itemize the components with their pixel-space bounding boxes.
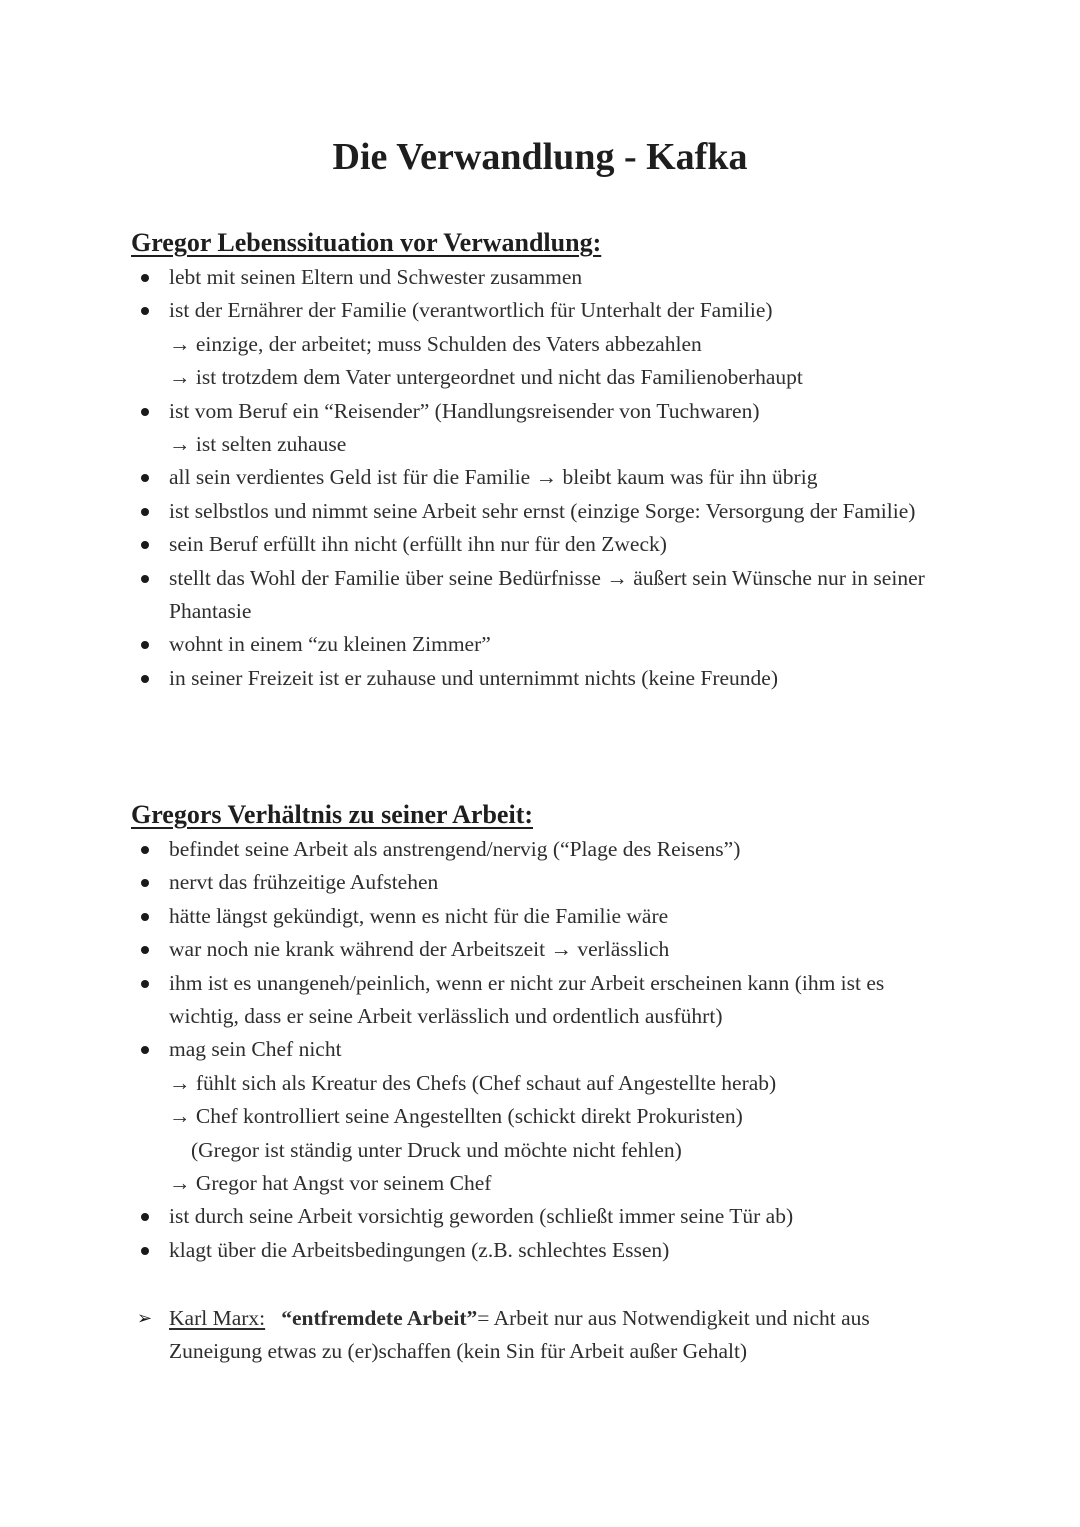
- list-item-text: ist selbstlos und nimmt seine Arbeit sehr ernst (einzige Sorge: Versorgung der Familie): [169, 498, 916, 523]
- list-item: [131, 662, 951, 695]
- list-item-text: in seiner Freizeit ist er zuhause und unternimmt nichts (keine Freunde): [169, 665, 778, 690]
- list-item-subline: → ist selten zuhause: [169, 432, 347, 457]
- list-item: [131, 1234, 951, 1267]
- bullet-list-arbeit: [131, 833, 951, 1267]
- page-title: Die Verwandlung - Kafka: [332, 136, 748, 178]
- section-arbeit: [131, 797, 951, 1267]
- list-item: [131, 461, 951, 494]
- list-item-text: lebt mit seinen Eltern und Schwester zusammen: [169, 265, 583, 289]
- list-item-text: ist durch seine Arbeit vorsichtig geworden (schließt immer seine Tür ab): [169, 1204, 794, 1229]
- list-item: [131, 562, 951, 629]
- list-item-subline: → einzige, der arbeitet; muss Schulden des Vaters abbezahlen: [169, 331, 702, 356]
- list-item: [131, 495, 951, 528]
- list-item: [131, 933, 951, 966]
- list-item-text: hätte längst gekündigt, wenn es nicht für die Familie wäre: [169, 903, 669, 928]
- list-item-text: mag sein Chef nicht: [169, 1037, 342, 1062]
- list-item-text: sein Beruf erfüllt ihn nicht (erfüllt ihn nur für den Zweck): [169, 532, 667, 557]
- list-item: [131, 294, 951, 394]
- marx-term: “entfremdete Arbeit”: [281, 1306, 478, 1330]
- list-item: [131, 395, 951, 462]
- list-item: [131, 900, 951, 933]
- list-item-text: ist vom Beruf ein “Reisender” (Handlungsreisender von Tuchwaren): [169, 398, 760, 423]
- list-item-subline: → fühlt sich als Kreatur des Chefs (Chef schaut auf Angestellte herab): [169, 1070, 777, 1095]
- list-item-text: war noch nie krank während der Arbeitszeit → verlässlich: [169, 937, 670, 962]
- list-item-text: ist der Ernährer der Familie (verantwortlich für Unterhalt der Familie): [169, 298, 773, 323]
- list-item: [131, 528, 951, 561]
- list-item-text: all sein verdientes Geld ist für die Familie → bleibt kaum was für ihn übrig: [169, 465, 818, 490]
- arrow-bullet-icon: ➢: [137, 1308, 153, 1329]
- marx-definition: = Arbeit nur aus Notwendigkeit und nicht aus Zuneigung etwas zu (er)schaffen (kein Sin für Arbeit außer Gehalt): [169, 1306, 870, 1364]
- list-item-text: befindet seine Arbeit als anstrengend/nervig (“Plage des Reisens”): [169, 837, 741, 861]
- list-item-text: ihm ist es unangeneh/peinlich, wenn er nicht zur Arbeit erscheinen kann (ihm ist es wichtig, dass er seine Arbeit verlässlich und ordentlich ausführt): [169, 970, 885, 1029]
- list-item-text: stellt das Wohl der Familie über seine Bedürfnisse → äußert sein Wünsche nur in seiner Phantasie: [169, 565, 925, 624]
- list-item-subline: → Chef kontrolliert seine Angestellten (schickt direkt Prokuristen): [169, 1104, 743, 1129]
- list-item-subline: → ist trotzdem dem Vater untergeordnet und nicht das Familienoberhaupt: [169, 365, 803, 390]
- list-item-subline: → Gregor hat Angst vor seinem Chef: [169, 1171, 492, 1196]
- list-item: [131, 967, 951, 1034]
- section-heading-arbeit: Gregors Verhältnis zu seiner Arbeit:: [131, 800, 534, 829]
- list-item-text: klagt über die Arbeitsbedingungen (z.B. schlechtes Essen): [169, 1237, 670, 1262]
- section-lebenssituation: [131, 225, 951, 695]
- list-item-text: nervt das frühzeitige Aufstehen: [169, 870, 439, 895]
- list-item-text: wohnt in einem “zu kleinen Zimmer”: [169, 632, 491, 657]
- list-item: [131, 628, 951, 661]
- section-heading-lebenssituation: Gregor Lebenssituation vor Verwandlung:: [131, 228, 602, 257]
- list-item: [131, 833, 951, 866]
- list-item: [131, 1200, 951, 1233]
- list-item-subline: (Gregor ist ständig unter Druck und möchte nicht fehlen): [191, 1137, 682, 1162]
- list-item: [131, 261, 951, 294]
- list-item: [131, 1033, 951, 1200]
- marx-name: Karl Marx:: [169, 1306, 266, 1330]
- bullet-list-lebenssituation: [131, 261, 951, 695]
- list-item: [131, 866, 951, 899]
- marx-note: [131, 1302, 951, 1369]
